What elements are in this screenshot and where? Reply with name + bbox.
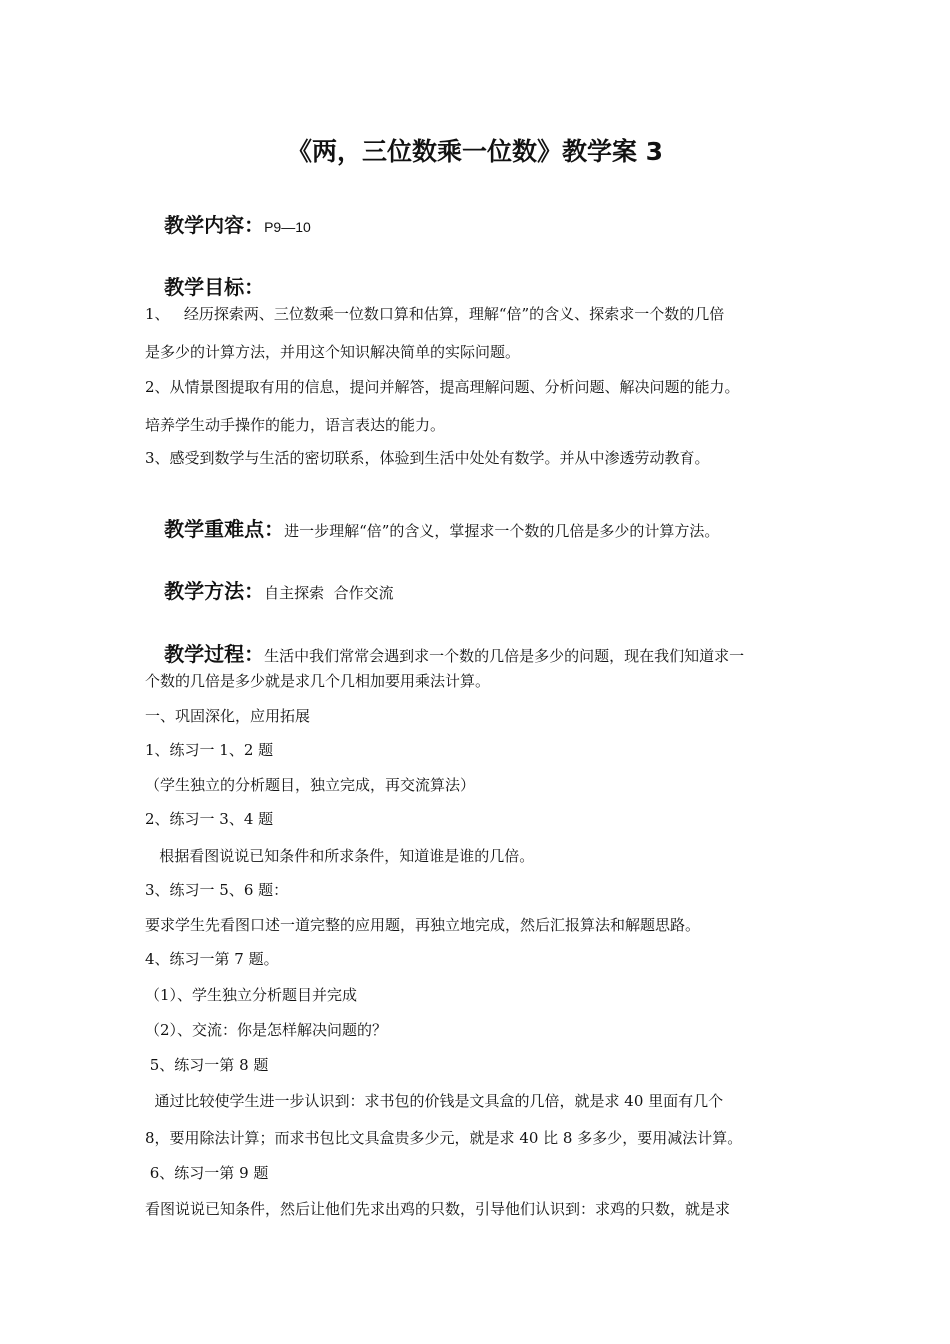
process-line: 看图说说已知条件，然后让他们先求出鸡的只数，引导他们认识到：求鸡的只数，就是求 bbox=[145, 1200, 731, 1218]
content-value: P9—10 bbox=[264, 219, 311, 235]
goal-line: 2、从情景图提取有用的信息，提问并解答，提高理解问题、分析问题、解决问题的能力。 bbox=[145, 378, 740, 396]
process-line: 根据看图说说已知条件和所求条件，知道谁是谁的几倍。 bbox=[145, 847, 535, 865]
keypoints-label: 教学重难点： bbox=[164, 517, 285, 541]
goal-line: 是多少的计算方法，并用这个知识解决简单的实际问题。 bbox=[145, 343, 521, 361]
process-line: 1、练习一 1、2 题 bbox=[145, 741, 274, 759]
document-title: 《两，三位数乘一位数》教学案 3 bbox=[286, 137, 664, 166]
goal-line: 培养学生动手操作的能力，语言表达的能力。 bbox=[145, 416, 446, 434]
methods-value: 自主探索 合作交流 bbox=[264, 584, 394, 602]
process-line: 2、练习一 3、4 题 bbox=[145, 810, 274, 828]
process-line: 3、练习一 5、6 题： bbox=[145, 881, 289, 899]
keypoints-value: 进一步理解“倍”的含义，掌握求一个数的几倍是多少的计算方法。 bbox=[284, 522, 720, 540]
process-line: 要求学生先看图口述一道完整的应用题，再独立地完成，然后汇报算法和解题思路。 bbox=[145, 916, 701, 934]
process-line: （学生独立的分析题目，独立完成，再交流算法） bbox=[145, 776, 476, 794]
content-label: 教学内容： bbox=[164, 213, 265, 237]
goals-label: 教学目标： bbox=[164, 275, 265, 299]
process-label: 教学过程： bbox=[164, 642, 265, 666]
process-value: 生活中我们常常会遇到求一个数的几倍是多少的问题，现在我们知道求一 bbox=[264, 647, 745, 665]
process-line: 5、练习一第 8 题 bbox=[145, 1056, 269, 1074]
process-line: 4、练习一第 7 题。 bbox=[145, 950, 279, 968]
methods-label: 教学方法： bbox=[164, 579, 265, 603]
process-line: （1）、学生独立分析题目并完成 bbox=[145, 986, 358, 1004]
keypoints-row bbox=[145, 495, 719, 560]
process-line: 一、巩固深化，应用拓展 bbox=[145, 707, 311, 725]
goal-line: 1、 经历探索两、三位数乘一位数口算和估算，理解“倍”的含义、探索求一个数的几倍 bbox=[145, 305, 725, 323]
process-line: 8，要用除法计算；而求书包比文具盒贵多少元，就是求 40 比 8 多多少，要用减法计算。 bbox=[145, 1129, 743, 1147]
process-line: 6、练习一第 9 题 bbox=[145, 1164, 269, 1182]
content-row bbox=[145, 191, 311, 256]
process-line: 通过比较使学生进一步认识到：求书包的价钱是文具盒的几倍，就是求 40 里面有几个 bbox=[145, 1092, 724, 1110]
process-line: （2）、交流：你是怎样解决问题的？ bbox=[145, 1021, 388, 1039]
methods-row bbox=[145, 557, 394, 622]
process-line: 个数的几倍是多少就是求几个几相加要用乘法计算。 bbox=[145, 672, 491, 690]
goal-line: 3、感受到数学与生活的密切联系，体验到生活中处处有数学。并从中渗透劳动教育。 bbox=[145, 449, 710, 467]
